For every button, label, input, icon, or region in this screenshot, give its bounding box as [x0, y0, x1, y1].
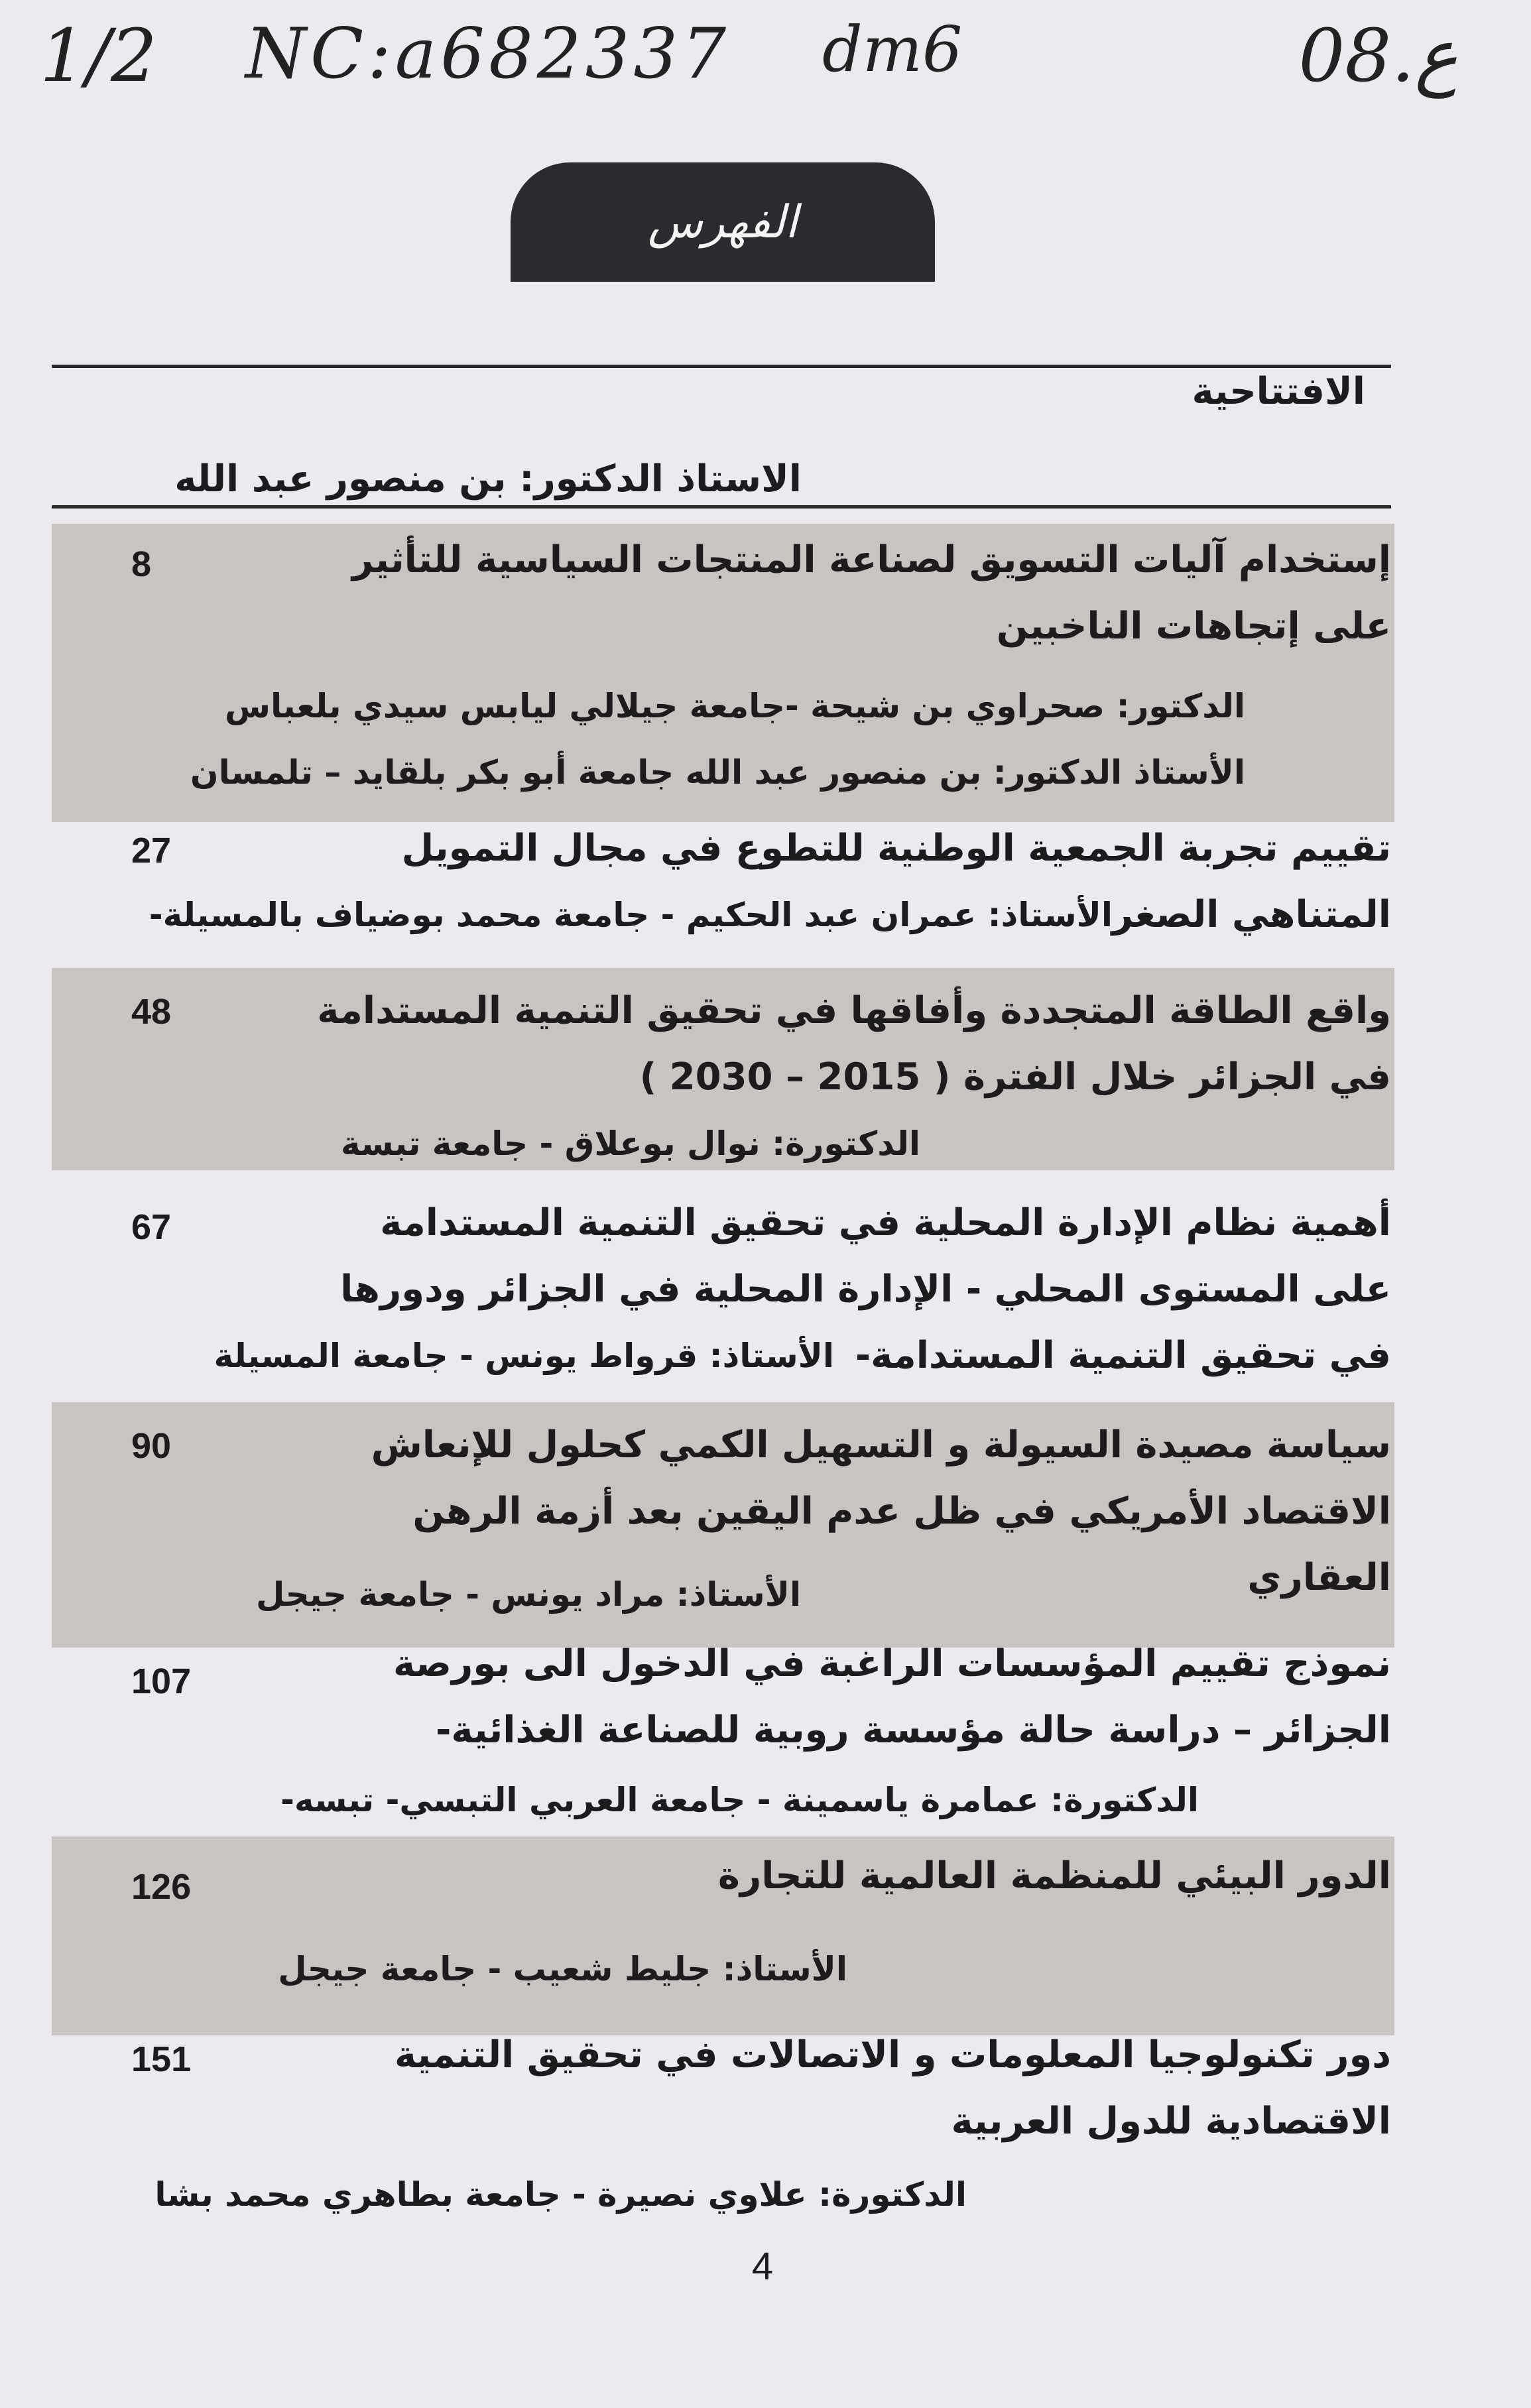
entry-author: الأستاذ: جليط شعيب - جامعة جيجل — [278, 1950, 847, 1988]
handwritten-signature: dm6 — [822, 13, 963, 86]
entry-title: إستخدام آليات التسويق لصناعة المنتجات السياسية للتأثير على إتجاهات الناخبين — [351, 538, 1391, 648]
intro-author: الاستاذ الدكتور: بن منصور عبد الله — [174, 457, 802, 501]
entry-author: الأستاذ: عمران عبد الحكيم - جامعة محمد بوضياف بالمسيلة- — [149, 896, 1113, 934]
entry-author: الأستاذ الدكتور: بن منصور عبد الله جامعة أبو بكر بلقايد – تلمسان — [190, 753, 1245, 792]
page-title: الفهرس — [511, 162, 935, 282]
handwritten-shelf-mark: 08.ع — [1298, 13, 1458, 98]
entry-page-number: 27 — [131, 831, 172, 871]
entry-title: واقع الطاقة المتجددة وأفاقها في تحقيق التنمية المستدامة في الجزائر خلال الفترة ( 2015 – 2030 ) — [317, 989, 1391, 1099]
page-number: 4 — [751, 2245, 774, 2288]
entry-page-number: 48 — [131, 992, 172, 1032]
entry-title: أهمية نظام الإدارة المحلية في تحقيق التنمية المستدامة على المستوى المحلي - الإدارة المحلية في الجزائر ودورها في تحقيق التنمية المستدامة- — [340, 1201, 1391, 1377]
entry-author: الدكتورة: نوال بوعلاق - جامعة تبسة — [341, 1124, 920, 1163]
entry-author: الدكتورة: عمامرة ياسمينة - جامعة العربي التبسي- تبسه- — [280, 1781, 1199, 1819]
entry-page-number: 90 — [131, 1426, 172, 1466]
entry-page-number: 151 — [131, 2039, 192, 2079]
header-rule — [52, 365, 1391, 368]
entry-author: الأستاذ: مراد يونس - جامعة جيجل — [255, 1575, 801, 1614]
entry-title: سياسة مصيدة السيولة و التسهيل الكمي كحلول للإنعاش الاقتصاد الأمريكي في ظل عدم اليقين بعد أزمة الرهن العقاري — [371, 1423, 1391, 1599]
entry-author: الدكتور: صحراوي بن شيحة -جامعة جيلالي ليابس سيدي بلعباس — [225, 687, 1245, 725]
entry-title: دور تكنولوجيا المعلومات و الاتصالات في تحقيق التنمية الاقتصادية للدول العربية — [394, 2033, 1391, 2143]
entry-page-number: 8 — [131, 544, 152, 584]
entry-title: تقييم تجربة الجمعية الوطنية للتطوع في مجال التمويل المتناهي الصغر — [401, 827, 1391, 936]
entry-title: الدور البيئي للمنظمة العالمية للتجارة — [717, 1854, 1391, 1897]
entry-page-number: 67 — [131, 1207, 172, 1247]
entry-author: الدكتورة: علاوي نصيرة - جامعة بطاهري محمد بشا — [154, 2175, 967, 2214]
entry-title: نموذج تقييم المؤسسات الراغبة في الدخول الى بورصة الجزائر – دراسة حالة مؤسسة روبية للصناعة الغذائية- — [393, 1642, 1391, 1752]
entry-page-number: 107 — [131, 1661, 192, 1701]
entry-author: الأستاذ: قرواط يونس - جامعة المسيلة — [214, 1337, 834, 1375]
entry-page-number: 126 — [131, 1867, 192, 1907]
handwritten-volume: 1/2 — [40, 13, 158, 98]
intro-rule — [52, 505, 1391, 509]
intro-label: الافتتاحية — [1192, 370, 1365, 413]
handwritten-code: NC:a682337 — [245, 13, 731, 94]
